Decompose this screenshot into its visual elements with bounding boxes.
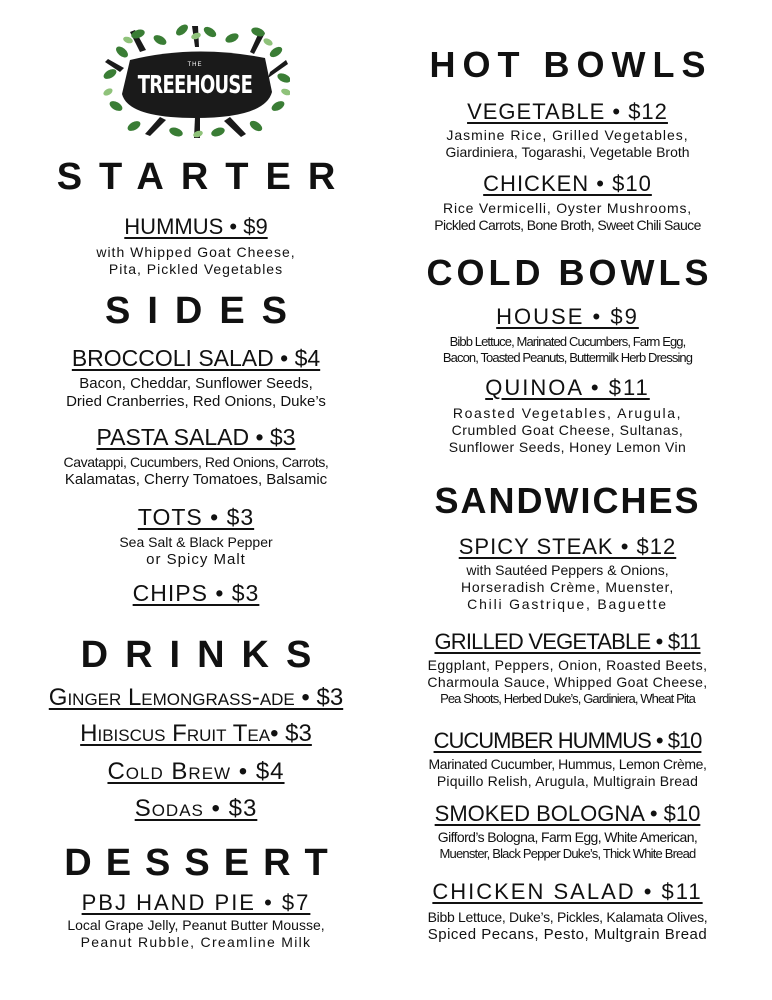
desc-line: Spiced Pecans, Pesto, Multgrain Bread xyxy=(427,925,708,943)
desc-line: Charmoula Sauce, Whipped Goat Cheese, xyxy=(427,673,708,690)
desc-line: Gifford’s Bologna, Farm Egg, White American, xyxy=(437,829,698,845)
menu-item-desc xyxy=(395,334,740,365)
desc-line: Crumbled Goat Cheese, Sultanas, xyxy=(451,421,684,438)
drink-item: Ginger Lemongrass-ade • $3 xyxy=(48,684,344,711)
desc-line: Bacon, Toasted Peanuts, Buttermilk Herb Dressing xyxy=(442,349,693,365)
desc-line: Piquillo Relish, Arugula, Multigrain Bread xyxy=(436,772,699,789)
menu-item-name: TOTS • $3 xyxy=(137,504,255,530)
desc-line: Pickled Carrots, Bone Broth, Sweet Chili Sauce xyxy=(434,216,701,233)
desc-line: Pea Shoots, Herbed Duke’s, Gardiniera, Wheat Pita xyxy=(440,690,695,706)
menu-item-desc xyxy=(395,829,740,861)
menu-item-name: HUMMUS • $9 xyxy=(124,214,268,239)
treehouse-logo xyxy=(100,22,290,140)
menu-item-name: PBJ HAND PIE • $7 xyxy=(81,890,311,915)
menu-item-name: BROCCOLI SALAD • $4 xyxy=(71,345,321,371)
section-title-cold-bowls: COLD BOWLS xyxy=(426,252,713,293)
drink-item: Sodas • $3 xyxy=(134,795,258,822)
desc-line: Sea Salt & Black Pepper xyxy=(119,534,273,550)
desc-line: Jasmine Rice, Grilled Vegetables, xyxy=(446,127,689,143)
menu-item-name: VEGETABLE • $12 xyxy=(467,99,668,124)
desc-line: Pita, Pickled Vegetables xyxy=(108,260,284,277)
menu-item-desc xyxy=(395,405,740,455)
desc-line: Bacon, Cheddar, Sunflower Seeds, xyxy=(79,375,313,392)
menu-item-desc xyxy=(395,127,740,161)
section-title-sides: SIDES xyxy=(104,290,305,332)
section-title-sandwiches: SANDWICHES xyxy=(434,480,701,521)
desc-line: Giardiniera, Togarashi, Vegetable Broth xyxy=(445,143,690,160)
menu-item-name: SMOKED BOLOGNA • $10 xyxy=(434,801,701,826)
desc-line: Rice Vermicelli, Oyster Mushrooms, xyxy=(443,200,692,216)
logo-small-text: THE xyxy=(187,62,203,68)
desc-line: Peanut Rubble, Creamline Milk xyxy=(80,933,312,950)
desc-line: Horseradish Crème, Muenster, xyxy=(460,578,675,595)
drink-item: Cold Brew • $4 xyxy=(107,758,285,785)
menu-item-desc xyxy=(395,756,740,790)
menu-item-name: CHICKEN SALAD • $11 xyxy=(432,879,703,904)
section-title-hot-bowls: HOT BOWLS xyxy=(429,44,713,85)
desc-line: Eggplant, Peppers, Onion, Roasted Beets, xyxy=(427,657,708,673)
desc-line: Roasted Vegetables, Arugula, xyxy=(452,405,683,421)
desc-line: with Sautéed Peppers & Onions, xyxy=(466,562,669,578)
menu-item-desc xyxy=(20,244,372,278)
desc-line: Muenster, Black Pepper Duke’s, Thick White Bread xyxy=(439,845,696,861)
desc-line: Sunflower Seeds, Honey Lemon Vin xyxy=(448,438,687,455)
menu-item-name: SPICY STEAK • $12 xyxy=(458,534,677,559)
desc-line: Dried Cranberries, Red Onions, Duke’s xyxy=(66,393,326,410)
menu-item-name: PASTA SALAD • $3 xyxy=(96,424,296,450)
menu-item-desc xyxy=(20,534,372,569)
desc-line: Bibb Lettuce, Marinated Cucumbers, Farm Egg, xyxy=(449,334,686,349)
logo-name: TREEHOUSE xyxy=(137,70,253,99)
menu-item-desc xyxy=(395,200,740,234)
desc-line: Cavatappi, Cucumbers, Red Onions, Carrots, xyxy=(63,454,329,470)
menu-item-name: CHIPS • $3 xyxy=(132,580,260,606)
menu-item-desc xyxy=(20,454,372,489)
menu-item-desc xyxy=(395,657,740,706)
menu-item-name: QUINOA • $11 xyxy=(485,375,650,400)
desc-line: Local Grape Jelly, Peanut Butter Mousse, xyxy=(67,917,325,933)
desc-line: Bibb Lettuce, Duke’s, Pickles, Kalamata Olives, xyxy=(427,909,708,925)
menu-item-desc xyxy=(20,375,372,411)
section-title-dessert: DESSERT xyxy=(64,842,342,884)
desc-line: or Spicy Malt xyxy=(146,550,246,568)
menu-item-name: HOUSE • $9 xyxy=(496,304,639,329)
menu-item-desc xyxy=(395,562,740,612)
desc-line: Marinated Cucumber, Hummus, Lemon Crème, xyxy=(428,756,707,772)
menu-item-desc xyxy=(20,917,372,951)
menu-item-name: GRILLED VEGETABLE • $11 xyxy=(434,629,701,654)
desc-line: with Whipped Goat Cheese, xyxy=(96,244,296,260)
section-title-drinks: DRINKS xyxy=(80,634,329,676)
menu-item-name: CUCUMBER HUMMUS • $10 xyxy=(433,728,702,753)
menu-item-desc xyxy=(395,909,740,944)
desc-line: Chili Gastrique, Baguette xyxy=(467,595,668,612)
drink-item: Hibiscus Fruit Tea• $3 xyxy=(80,720,312,747)
desc-line: Kalamatas, Cherry Tomatoes, Balsamic xyxy=(64,470,328,488)
menu-item-name: CHICKEN • $10 xyxy=(483,171,652,196)
section-title-starter: STARTER xyxy=(56,156,353,198)
